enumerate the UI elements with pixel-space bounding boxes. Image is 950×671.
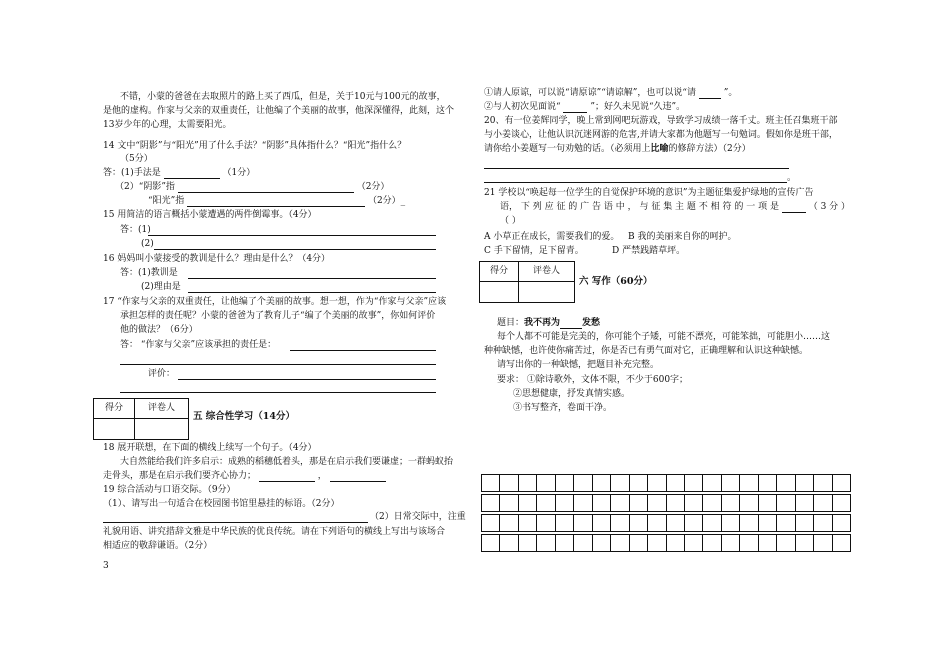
grid-cell[interactable] (832, 475, 851, 491)
question-20-line-1: 20、有一位姜辉同学，晚上常到网吧玩游戏，导致学习成绩一落千丈。班主任召集班干部 (484, 116, 838, 126)
grid-cell[interactable] (499, 495, 517, 511)
grid-cell[interactable] (721, 515, 739, 531)
essay-requirement-1: 要求： ①除诗歌外，文体不限，不少于600字； (497, 375, 689, 385)
grid-cell[interactable] (536, 475, 554, 491)
question-21-line-1: 21 学校以“唤起每一位学生的自觉保护环境的意识”为主题征集爱护绿地的宣传广告 (484, 188, 814, 198)
grid-cell[interactable] (758, 515, 776, 531)
question-18-line-3-text: 走骨头，那是在启示我们要齐心协力； (103, 471, 257, 481)
item-text-end: ”。 (723, 88, 738, 98)
essay-title-label: 题目： (497, 318, 525, 328)
essay-requirement-2: ②思想健康，抒发真情实感。 (513, 389, 631, 399)
grid-cell[interactable] (776, 515, 794, 531)
grid-cell[interactable] (813, 475, 831, 491)
question-16-answer-2-label: (2)理由是 (141, 282, 181, 292)
grid-cell[interactable] (666, 495, 684, 511)
grid-cell[interactable] (610, 495, 628, 511)
essay-title (497, 318, 600, 329)
question-19-part-1: （1）、请写出一句适合在校园图书馆里悬挂的标语。（2分） (103, 499, 340, 509)
essay-title-part-1: 我不再为 (524, 318, 561, 328)
grid-cell[interactable] (610, 515, 628, 531)
grid-cell[interactable] (684, 515, 702, 531)
grid-cell[interactable] (518, 495, 536, 511)
section-6-title: 六 写作（60分） (579, 276, 653, 287)
question-19-line-4: 礼貌用语、讲究措辞文雅是中华民族的优良传统。请在下列语句的横线上写出与该场合 (103, 527, 446, 537)
answer-line[interactable] (188, 278, 436, 279)
grid-cell[interactable] (555, 535, 573, 551)
grid-cell[interactable] (536, 495, 554, 511)
option-c[interactable]: C 手下留情，足下留青。 (484, 246, 584, 256)
passage-line-2: 是他的虚构。作家与父亲的双重责任，让他编了个美丽的故事，他深深懂得，此刻，这个 (103, 106, 455, 116)
question-17-answer-label: 答： “作家与父亲”应该承担的责任是： (120, 340, 277, 350)
question-14-answer-3 (148, 196, 405, 207)
grid-cell[interactable] (573, 475, 591, 491)
grid-cell[interactable] (481, 535, 499, 551)
grid-cell[interactable] (721, 535, 739, 551)
grid-cell[interactable] (684, 495, 702, 511)
passage-line-1: 不错，小蒙的爸爸在去取照片的路上买了西瓜，但是，关于10元与100元的故事， (120, 92, 446, 102)
question-17-line-2: 承担怎样的责任呢？小蒙的爸爸为了教育儿子“编了个美丽的故事”，你如何评价 (120, 311, 436, 321)
score-box (479, 261, 575, 303)
grid-cell[interactable] (536, 535, 554, 551)
grid-cell[interactable] (592, 515, 610, 531)
answer-line[interactable] (188, 292, 436, 293)
answer-line[interactable] (148, 235, 436, 236)
grid-cell[interactable] (555, 495, 573, 511)
answer-blank[interactable] (178, 192, 354, 193)
grid-cell[interactable] (795, 475, 813, 491)
grid-cell[interactable] (518, 515, 536, 531)
question-15-answer-2-label: (2) (141, 239, 154, 249)
grid-row[interactable] (481, 494, 851, 512)
grid-cell[interactable] (813, 515, 831, 531)
grid-cell[interactable] (592, 535, 610, 551)
answer-score: （2分）_ (367, 196, 406, 206)
question-14: 14 文中“阴影”与“阳光”用了什么手法？“阴影”具体指什么？“阳光”指什么？ (103, 141, 407, 151)
option-b[interactable]: B 我的美丽来自你的呵护。 (628, 232, 737, 242)
grid-cell[interactable] (592, 495, 610, 511)
option-a[interactable]: A 小草正在成长，需要我们的爱。 (484, 232, 620, 242)
question-17-line-3: 他的做法？（6分） (120, 325, 198, 335)
score-label: 得分 (480, 262, 519, 282)
grid-cell[interactable] (758, 475, 776, 491)
question-19-line-5: 相适应的敬辞谦语。（2分） (103, 541, 213, 551)
page-number: 3 (103, 561, 109, 571)
score-field[interactable] (94, 419, 135, 439)
answer-line[interactable] (120, 392, 436, 393)
grid-cell[interactable] (481, 475, 499, 491)
period: 。 (787, 173, 797, 183)
q20-text-end: 的修辞方法）（2分） (668, 144, 751, 154)
answer-blank[interactable] (563, 112, 587, 113)
answer-blank[interactable] (164, 178, 220, 179)
answer-line[interactable] (178, 379, 436, 380)
comma: ， (317, 471, 327, 481)
essay-prompt-line-1: 每个人都不可能是完美的，你可能个子矮，可能不漂亮，可能笨拙，可能胆小……这 (497, 332, 831, 342)
grid-cell[interactable] (647, 495, 665, 511)
answer-score: （1分） (222, 168, 256, 178)
grid-cell[interactable] (499, 475, 517, 491)
answer-line[interactable] (290, 350, 436, 351)
q21-text: 语， 下 列 应 征 的 广 告 语 中 ， 与 征 集 主 题 不 相 符 的 一 项 是 (500, 202, 779, 212)
question-21-line-2 (500, 202, 850, 213)
grid-cell[interactable] (666, 475, 684, 491)
grid-cell[interactable] (702, 515, 720, 531)
grid-cell[interactable] (555, 475, 573, 491)
grid-cell[interactable] (795, 535, 813, 551)
grid-cell[interactable] (795, 515, 813, 531)
question-15-answer-1-label: 答：(1) (120, 225, 151, 235)
grid-cell[interactable] (518, 475, 536, 491)
answer-blank[interactable] (187, 206, 365, 207)
grid-row[interactable] (481, 474, 851, 492)
grid-cell[interactable] (536, 515, 554, 531)
answer-label: “阳光”指 (148, 196, 185, 206)
section-5-title: 五 综合性学习（14分） (193, 411, 296, 422)
grid-cell[interactable] (684, 535, 702, 551)
grid-cell[interactable] (813, 495, 831, 511)
grid-cell[interactable] (758, 495, 776, 511)
item-text: ①请人原谅，可以说“请原谅”“请谅解”，也可以说“请 (484, 88, 697, 98)
grid-cell[interactable] (721, 495, 739, 511)
grader-label: 评卷人 (135, 399, 188, 419)
grid-cell[interactable] (702, 475, 720, 491)
answer-blank[interactable] (782, 212, 806, 213)
grid-cell[interactable] (481, 515, 499, 531)
grid-cell[interactable] (573, 515, 591, 531)
answer-line[interactable] (120, 364, 436, 365)
grid-row[interactable] (481, 514, 851, 532)
answer-blank[interactable] (259, 481, 315, 482)
grid-cell[interactable] (666, 535, 684, 551)
question-17-line-1: 17 “作家与父亲的双重责任，让他编了个美丽的故事。想一想，作为“作家与父亲”应该 (103, 297, 447, 307)
grid-cell[interactable] (555, 515, 573, 531)
grid-cell[interactable] (776, 495, 794, 511)
grid-cell[interactable] (702, 495, 720, 511)
grid-cell[interactable] (813, 535, 831, 551)
answer-score: （2分） (356, 182, 390, 192)
question-18-line-2: 大自然能给我们许多启示：成熟的稻穗低着头，那是在启示我们要谦虚；一群蚂蚁抬 (120, 457, 454, 467)
grid-cell[interactable] (758, 535, 776, 551)
score-field[interactable] (480, 282, 519, 302)
grid-cell[interactable] (518, 535, 536, 551)
passage-line-3: 13岁少年的心理，太需要阳光。 (103, 120, 232, 130)
option-d[interactable]: D 严禁践踏草坪。 (612, 246, 686, 256)
grid-cell[interactable] (721, 475, 739, 491)
answer-blank[interactable] (699, 98, 721, 99)
grid-cell[interactable] (647, 515, 665, 531)
answer-line[interactable] (103, 522, 368, 523)
essay-prompt-line-2: 种种缺憾，也许使你痛苦过，你是否已有勇气面对它，正确理解和认识这种缺憾。 (484, 346, 809, 356)
grader-field[interactable] (519, 282, 574, 302)
answer-line[interactable] (154, 249, 436, 250)
question-16-answer-1-label: 答：(1)教训是 (120, 268, 178, 278)
question-15: 15 用简洁的语言概括小蒙遭遇的两件倒霉事。（4分） (103, 210, 317, 220)
score-box (93, 398, 189, 440)
question-14-answer-2 (115, 182, 389, 193)
answer-blank[interactable] (330, 481, 386, 482)
grid-cell[interactable] (629, 475, 647, 491)
essay-requirement-3: ③书写整齐，卷面干净。 (513, 403, 613, 413)
grid-cell[interactable] (739, 515, 757, 531)
item-text-end: ”；好久未见说“久违”。 (590, 102, 686, 112)
grid-cell[interactable] (610, 475, 628, 491)
answer-line[interactable] (484, 168, 789, 169)
q20-text: 请你给小姜题写一句劝勉的话。（必须用上 (484, 144, 651, 154)
grid-cell[interactable] (573, 535, 591, 551)
essay-prompt-line-3: 请写出你的一种缺憾，把题目补充完整。 (497, 360, 660, 370)
grid-row[interactable] (481, 534, 851, 552)
grid-cell[interactable] (499, 535, 517, 551)
grid-cell[interactable] (776, 535, 794, 551)
grid-cell[interactable] (776, 475, 794, 491)
item-text: ②与人初次见面说“ (484, 102, 561, 112)
question-17-eval-label: 评价： (148, 369, 176, 379)
question-19-item-1 (484, 88, 737, 99)
answer-label: 答：(1)手法是 (103, 168, 161, 178)
score-label: 得分 (94, 399, 135, 419)
question-14-score: （5分） (120, 154, 153, 164)
grid-cell[interactable] (592, 475, 610, 491)
grid-cell[interactable] (795, 495, 813, 511)
grid-cell[interactable] (629, 535, 647, 551)
essay-title-blank[interactable] (560, 328, 582, 329)
question-20-line-2: 与小姜谈心，让他认识沉迷网游的危害,并请大家都为他题写一句勉词。假如你是班干部， (484, 130, 838, 140)
question-16: 16 妈妈叫小蒙接受的教训是什么？理由是什么？（4分） (103, 254, 331, 264)
writing-grid[interactable] (481, 474, 851, 550)
answer-label: （2）“阴影”指 (115, 182, 175, 192)
grid-cell[interactable] (702, 535, 720, 551)
q20-bold: 比喻 (650, 144, 669, 154)
grader-label: 评卷人 (519, 262, 574, 282)
grid-cell[interactable] (739, 495, 757, 511)
q21-score: （ 3 分 ） (808, 202, 851, 212)
grid-cell[interactable] (610, 535, 628, 551)
grid-cell[interactable] (832, 495, 851, 511)
grid-cell[interactable] (647, 535, 665, 551)
grid-cell[interactable] (629, 515, 647, 531)
grid-cell[interactable] (684, 475, 702, 491)
answer-line[interactable] (484, 182, 787, 183)
grid-cell[interactable] (647, 475, 665, 491)
grid-cell[interactable] (499, 515, 517, 531)
grid-cell[interactable] (666, 515, 684, 531)
question-18: 18 展开联想，在下面的横线上续写一个句子。（4分） (103, 443, 317, 453)
grid-cell[interactable] (629, 495, 647, 511)
grid-cell[interactable] (739, 475, 757, 491)
grid-cell[interactable] (832, 535, 851, 551)
question-19: 19 综合活动与口语交际。（9分） (103, 485, 236, 495)
question-21-paren: （ ） (500, 216, 521, 226)
essay-title-part-2: 发愁 (582, 318, 601, 328)
grid-cell[interactable] (573, 495, 591, 511)
question-14-answer-1 (103, 168, 255, 179)
grid-cell[interactable] (832, 515, 851, 531)
grid-cell[interactable] (739, 535, 757, 551)
question-18-line-3 (103, 471, 386, 482)
grader-field[interactable] (135, 419, 188, 439)
question-19-part-2: （2）日常交际中，注重 (370, 512, 466, 522)
question-19-item-2 (484, 102, 685, 113)
grid-cell[interactable] (481, 495, 499, 511)
question-20-line-3 (484, 144, 751, 155)
